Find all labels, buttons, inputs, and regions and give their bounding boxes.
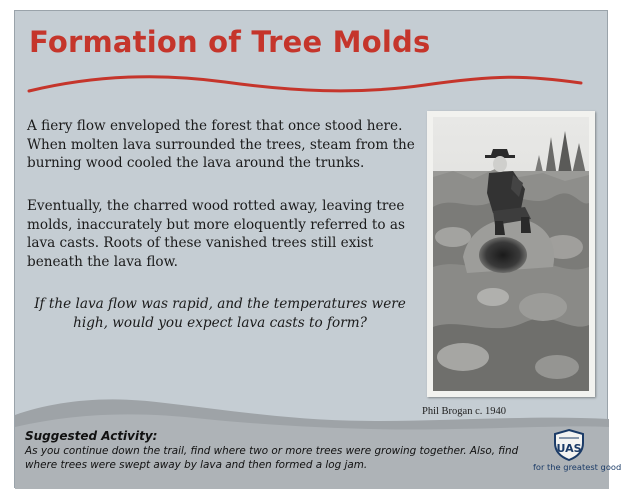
photo-caption: Phil Brogan c. 1940 (422, 406, 506, 417)
forest-service-shield-icon (553, 429, 585, 461)
interpretive-sign (14, 10, 621, 488)
paragraph-tree-molds: Eventually, the charred wood rotted away, leaving tree molds, inaccurately but more eloquently referred to as lava casts. Roots of these vanished trees still exist beneath the lava flow. (27, 198, 405, 270)
historic-photo (427, 111, 595, 397)
question-text: If the lava flow was rapid, and the temperatures were high, would you expect lava casts to form? (34, 296, 406, 331)
activity-title: Suggested Activity: (25, 429, 158, 443)
suggested-activity (25, 429, 545, 472)
paragraph-lava-flow: A fiery flow enveloped the forest that once stood here. When molten lava surrounded the trees, steam from the burning wood cooled the lava around the trunks. (27, 118, 415, 172)
activity-text: As you continue down the trail, find where two or more trees were growing together. Also, find where trees were swept away by lava and then formed a log jam. (25, 445, 519, 471)
logo-text: UAS (556, 442, 582, 455)
tagline: for the greatest good (533, 462, 621, 472)
sign-title: Formation of Tree Molds (29, 25, 431, 59)
title-underline-wave (25, 69, 585, 99)
photo-man-on-lava-cast (433, 117, 589, 391)
